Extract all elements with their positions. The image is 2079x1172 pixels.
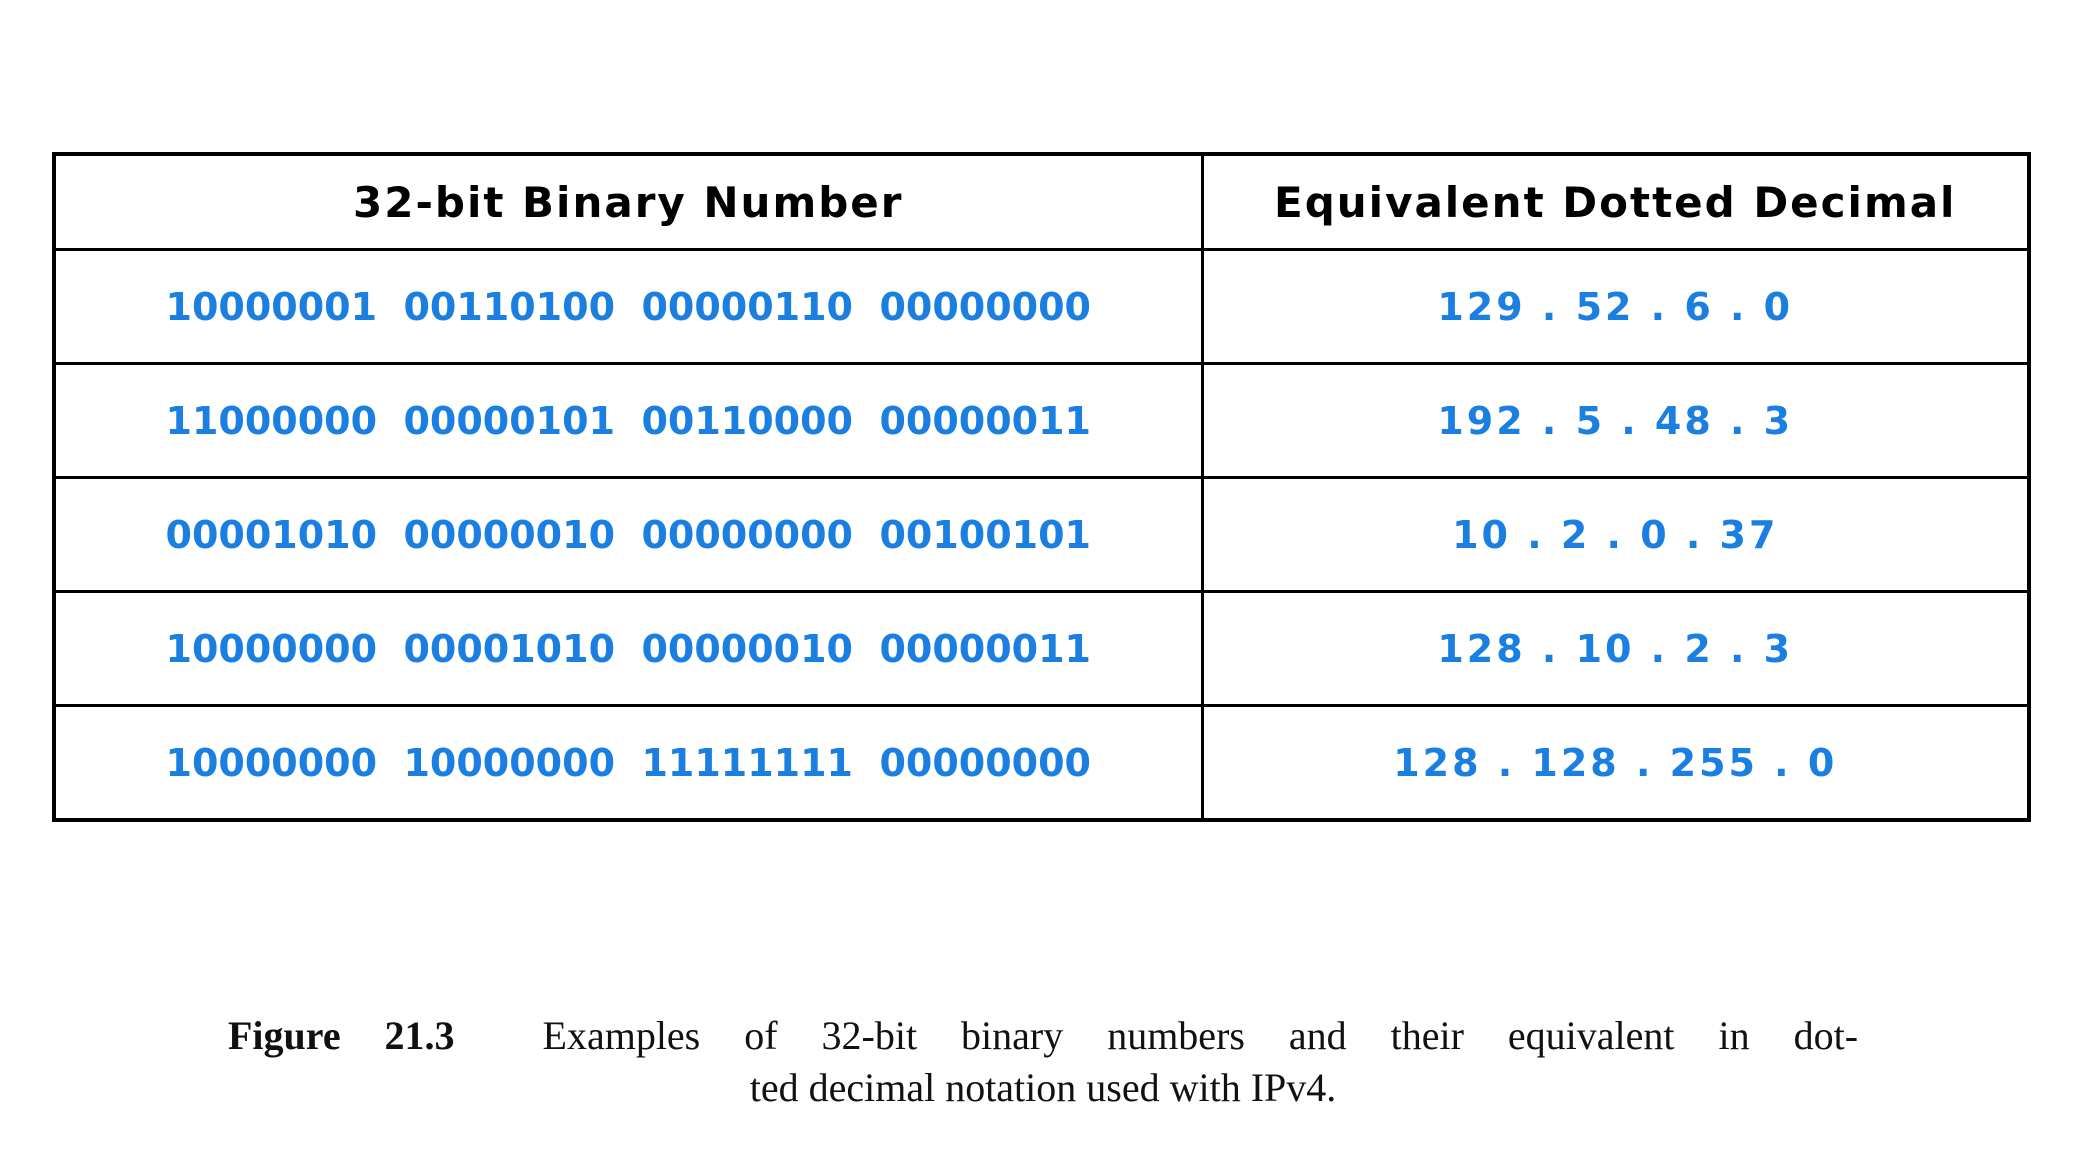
cell-binary: 11000000 00000101 00110000 00000011 [54,364,1202,478]
cell-decimal: 128 . 10 . 2 . 3 [1202,592,2029,706]
cell-binary: 10000001 00110100 00000110 00000000 [54,250,1202,364]
figure-caption [228,1010,1858,1114]
cell-decimal: 128 . 128 . 255 . 0 [1202,706,2029,821]
table-row [54,478,2029,592]
cell-binary: 10000000 00001010 00000010 00000011 [54,592,1202,706]
figure-caption-text-1: Examples of 32-bit binary numbers and their equivalent in dot- [542,1013,1859,1058]
cell-binary: 10000000 10000000 11111111 00000000 [54,706,1202,821]
table-row [54,592,2029,706]
figure-caption-line-2: ted decimal notation used with IPv4. [749,1065,1337,1110]
column-header-binary: 32-bit Binary Number [54,154,1202,250]
binary-to-dotted-decimal-table [52,152,2031,822]
table-row [54,364,2029,478]
table-body [54,250,2029,821]
cell-decimal: 10 . 2 . 0 . 37 [1202,478,2029,592]
figure-caption-line-1 [228,1010,1858,1062]
table-header-row [54,154,2029,250]
table-header [54,154,2029,250]
figure-label: Figure 21.3 [228,1013,455,1058]
cell-decimal: 192 . 5 . 48 . 3 [1202,364,2029,478]
table-row [54,250,2029,364]
table-row [54,706,2029,821]
cell-binary: 00001010 00000010 00000000 00100101 [54,478,1202,592]
cell-decimal: 129 . 52 . 6 . 0 [1202,250,2029,364]
column-header-decimal: Equivalent Dotted Decimal [1202,154,2029,250]
binary-to-dotted-decimal-table-container [52,152,2027,822]
